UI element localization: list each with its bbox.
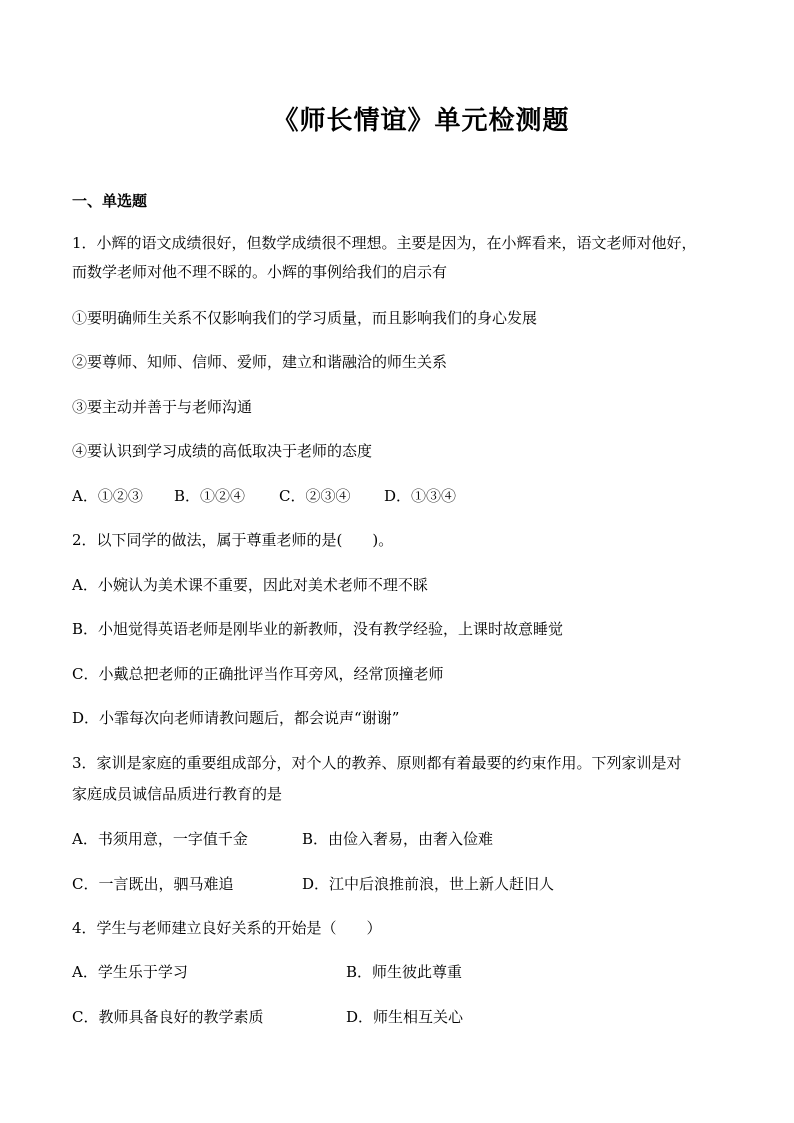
- q1-option-a: A．①②③: [72, 487, 143, 505]
- q3-option-d: D．江中后浪推前浪，世上新人赶旧人: [302, 875, 555, 893]
- q3-option-a: A．书须用意，一字值千金: [72, 830, 248, 848]
- q4-option-b: B．师生彼此尊重: [346, 963, 463, 981]
- q2-option-a: A．小婉认为美术课不重要，因此对美术老师不理不睬: [72, 576, 428, 594]
- q3-stem-line1: 3．家训是家庭的重要组成部分，对个人的教养、原则都有着最要的约束作用。下列家训是对: [72, 754, 682, 772]
- q1-item-4: ④要认识到学习成绩的高低取决于老师的态度: [72, 442, 373, 460]
- q1-option-c: C．②③④: [279, 487, 351, 505]
- q2-option-c: C．小戴总把老师的正确批评当作耳旁风，经常顶撞老师: [72, 665, 444, 683]
- q3-option-c: C．一言既出，驷马难追: [72, 875, 234, 893]
- q3-stem-line2: 家庭成员诚信品质进行教育的是: [72, 785, 283, 803]
- q3-option-b: B．由俭入奢易，由奢入俭难: [302, 830, 494, 848]
- q1-item-2: ②要尊师、知师、信师、爱师，建立和谐融洽的师生关系: [72, 353, 448, 371]
- q4-stem: 4．学生与老师建立良好关系的开始是（ ）: [72, 919, 382, 937]
- page-title: 《师长情谊》单元检测题: [272, 106, 570, 136]
- q2-stem: 2．以下同学的做法，属于尊重老师的是( )。: [72, 531, 394, 549]
- q1-stem-line1: 1．小辉的语文成绩很好，但数学成绩很不理想。主要是因为，在小辉看来，语文老师对他好，: [72, 234, 697, 252]
- q1-item-1: ①要明确师生关系不仅影响我们的学习质量，而且影响我们的身心发展: [72, 309, 538, 327]
- q1-stem-line2: 而数学老师对他不理不睬的。小辉的事例给我们的启示有: [72, 263, 448, 281]
- q1-option-d: D．①③④: [384, 487, 457, 505]
- q1-item-3: ③要主动并善于与老师沟通: [72, 398, 253, 416]
- q2-option-b: B．小旭觉得英语老师是刚毕业的新教师，没有教学经验，上课时故意睡觉: [72, 620, 564, 638]
- q4-option-a: A．学生乐于学习: [72, 963, 188, 981]
- section-heading: 一、单选题: [72, 192, 148, 210]
- q4-option-d: D．师生相互关心: [346, 1008, 464, 1026]
- q2-option-d: D．小霏每次向老师请教问题后，都会说声“谢谢”: [72, 709, 400, 727]
- q4-option-c: C．教师具备良好的教学素质: [72, 1008, 264, 1026]
- q1-option-b: B．①②④: [174, 487, 246, 505]
